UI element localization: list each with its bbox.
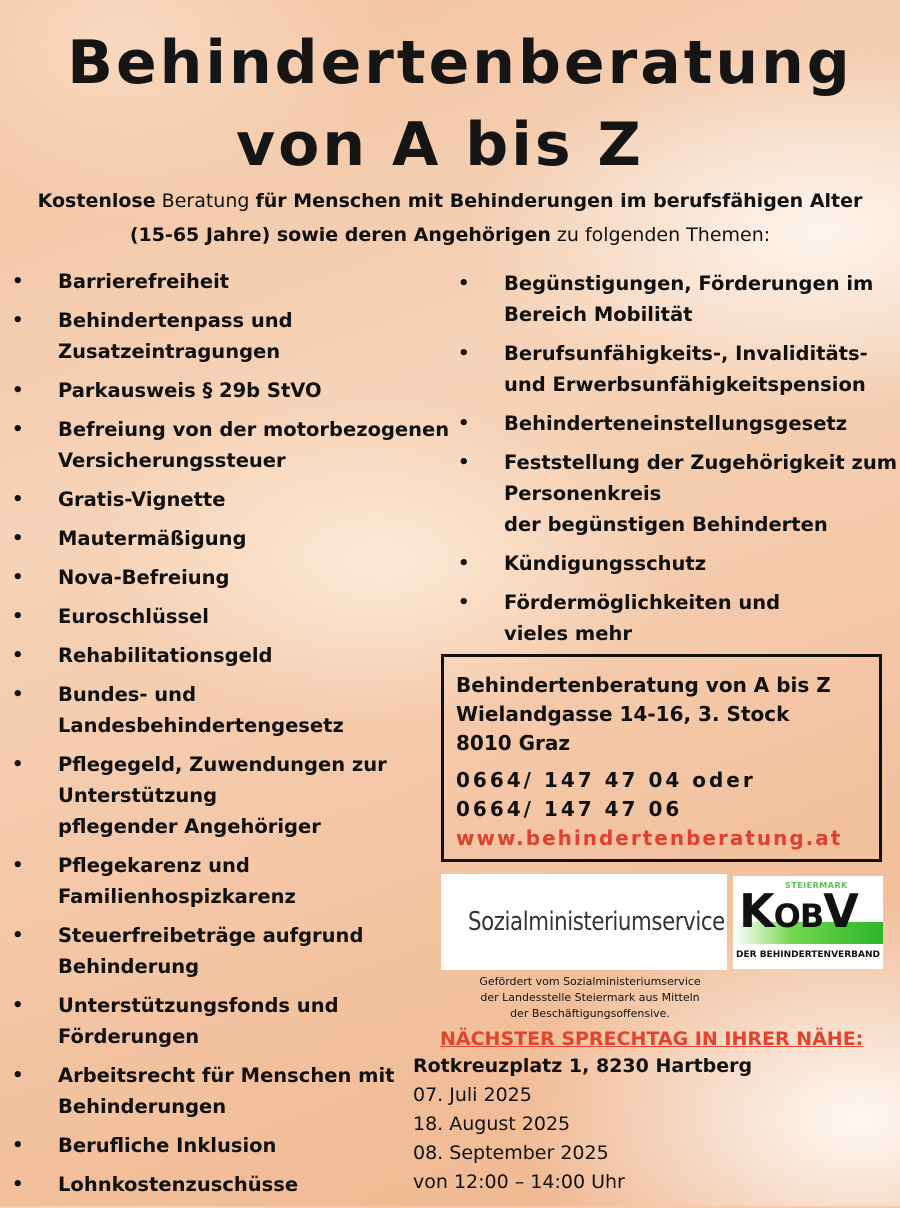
funding-line-1: Gefördert vom Sozialministeriumservice bbox=[479, 975, 701, 988]
topic-item-text: Zusatzeintragungen bbox=[58, 340, 281, 363]
consultation-place: Rotkreuzplatz 1, 8230 Hartberg bbox=[413, 1055, 753, 1077]
topic-item-text: Behinderteneinstellungsgesetz bbox=[504, 412, 848, 435]
bullet-icon: • bbox=[12, 1065, 24, 1086]
topic-item bbox=[12, 749, 452, 842]
topic-item-text: pflegender Angehöriger bbox=[58, 815, 321, 838]
topic-item-text: Barrierefreiheit bbox=[58, 270, 230, 293]
topic-item-text: Rehabilitationsgeld bbox=[58, 644, 273, 667]
topic-item bbox=[12, 523, 452, 554]
topic-item bbox=[458, 587, 898, 649]
topic-item bbox=[12, 414, 452, 476]
intro-target: für Menschen mit Behinderungen im berufsfähigen Alter bbox=[255, 190, 863, 212]
topic-item-text: Familienhospizkarenz bbox=[58, 885, 296, 908]
contact-street: Wielandgasse 14-16, 3. Stock bbox=[456, 702, 790, 726]
topic-item bbox=[12, 375, 452, 406]
consultation-date-1: 07. Juli 2025 bbox=[413, 1084, 532, 1106]
topic-item bbox=[12, 850, 452, 912]
bullet-icon: • bbox=[12, 1135, 24, 1156]
topic-item-text: Unterstützungsfonds und bbox=[58, 994, 339, 1017]
topic-item-text: Behindertenpass und bbox=[58, 309, 293, 332]
topic-item bbox=[12, 920, 452, 982]
bullet-icon: • bbox=[12, 489, 24, 510]
topic-list-left bbox=[12, 266, 452, 1208]
bullet-icon: • bbox=[12, 925, 24, 946]
sms-logo-text: Sozialministeriumservice bbox=[468, 907, 725, 937]
funding-line-2: der Landesstelle Steiermark aus Mitteln bbox=[480, 991, 700, 1004]
topic-item bbox=[12, 640, 452, 671]
bullet-icon: • bbox=[12, 754, 24, 775]
bullet-icon: • bbox=[12, 684, 24, 705]
topic-item-text: Behinderung bbox=[58, 955, 200, 978]
topic-item-text: Begünstigungen, Förderungen im bbox=[504, 272, 874, 295]
kobv-letter-v: V bbox=[823, 884, 858, 938]
topic-item-text: Unterstützung bbox=[58, 784, 218, 807]
topic-item bbox=[458, 408, 898, 439]
topic-item bbox=[12, 990, 452, 1052]
bullet-icon: • bbox=[458, 273, 470, 294]
kobv-letter-b: B bbox=[799, 897, 824, 935]
topic-item bbox=[12, 601, 452, 632]
consultation-time: von 12:00 – 14:00 Uhr bbox=[413, 1171, 625, 1193]
topic-item bbox=[12, 484, 452, 515]
topic-item-text: Feststellung der Zugehörigkeit zum bbox=[504, 451, 898, 474]
bullet-icon: • bbox=[12, 1174, 24, 1195]
topic-item-text: Gratis-Vignette bbox=[58, 488, 226, 511]
bullet-icon: • bbox=[458, 592, 470, 613]
topic-item bbox=[12, 305, 452, 367]
bullet-icon: • bbox=[12, 528, 24, 549]
bullet-icon: • bbox=[458, 452, 470, 473]
contact-website-link[interactable]: www.behindertenberatung.at bbox=[456, 826, 843, 850]
bullet-icon: • bbox=[12, 380, 24, 401]
bullet-icon: • bbox=[12, 419, 24, 440]
page-title-line1: Behindertenberatung bbox=[67, 28, 853, 98]
contact-name: Behindertenberatung von A bis Z bbox=[456, 673, 831, 697]
kobv-letter-o: O bbox=[773, 897, 800, 935]
contact-phone-1[interactable]: 0664/ 147 47 04 oder bbox=[456, 768, 756, 792]
topic-item-text: Bundes- und bbox=[58, 683, 197, 706]
consultation-schedule bbox=[413, 1052, 752, 1197]
consultation-date-2: 18. August 2025 bbox=[413, 1113, 571, 1135]
topic-item bbox=[458, 268, 898, 330]
sozialministeriumservice-logo bbox=[441, 874, 727, 970]
topic-item-text: Pflegegeld, Zuwendungen zur bbox=[58, 753, 387, 776]
kobv-wordmark bbox=[739, 884, 858, 938]
topic-item-text: Berufliche Inklusion bbox=[58, 1134, 277, 1157]
topic-item-text: der begünstigen Behinderten bbox=[504, 513, 828, 536]
topic-item-text: Kündigungsschutz bbox=[504, 552, 707, 575]
bullet-icon: • bbox=[458, 343, 470, 364]
bullet-icon: • bbox=[458, 413, 470, 434]
topic-item bbox=[458, 548, 898, 579]
topic-item-text: Behinderungen bbox=[58, 1095, 227, 1118]
intro-consult: Beratung bbox=[155, 190, 256, 212]
contact-phone-2[interactable]: 0664/ 147 47 06 bbox=[456, 797, 683, 821]
topic-item-text: und Erwerbsunfähigkeitspension bbox=[504, 373, 866, 396]
topic-item-text: Förderungen bbox=[58, 1025, 200, 1048]
intro-text bbox=[0, 184, 900, 252]
bullet-icon: • bbox=[12, 567, 24, 588]
topic-item bbox=[12, 562, 452, 593]
next-consultation-heading: NÄCHSTER SPRECHTAG IN IHRER NÄHE: bbox=[440, 1028, 864, 1050]
bullet-icon: • bbox=[12, 271, 24, 292]
topic-item bbox=[12, 679, 452, 741]
bullet-icon: • bbox=[12, 310, 24, 331]
kobv-logo bbox=[733, 876, 883, 969]
intro-age: (15-65 Jahre) sowie deren Angehörigen bbox=[129, 224, 551, 246]
bullet-icon: • bbox=[458, 553, 470, 574]
topic-item bbox=[12, 266, 452, 297]
topic-item-text: Parkausweis § 29b StVO bbox=[58, 379, 322, 402]
kobv-region: STEIERMARK bbox=[785, 881, 848, 890]
intro-free: Kostenlose bbox=[37, 190, 156, 212]
topic-item-text: Landesbehindertengesetz bbox=[58, 714, 344, 737]
topic-item bbox=[12, 1130, 452, 1161]
page-title-line2: von A bis Z bbox=[236, 110, 644, 180]
topic-item-text: Personenkreis bbox=[504, 482, 662, 505]
funding-line-3: der Beschäftigungsoffensive. bbox=[510, 1007, 670, 1020]
bullet-icon: • bbox=[12, 995, 24, 1016]
topic-item-text: Bereich Mobilität bbox=[504, 303, 693, 326]
bullet-icon: • bbox=[12, 645, 24, 666]
kobv-letter-k: K bbox=[739, 884, 774, 938]
topic-item-text: Steuerfreibeträge aufgrund bbox=[58, 924, 364, 947]
topic-item-text: Versicherungssteuer bbox=[58, 449, 286, 472]
topic-item bbox=[458, 447, 898, 540]
topic-list-right bbox=[458, 268, 898, 657]
consultation-date-3: 08. September 2025 bbox=[413, 1142, 609, 1164]
kobv-subtitle: DER BEHINDERTENVERBAND bbox=[736, 950, 880, 960]
topic-item bbox=[12, 1060, 452, 1122]
topic-item-text: Euroschlüssel bbox=[58, 605, 209, 628]
bullet-icon: • bbox=[12, 855, 24, 876]
topic-item-text: Mautermäßigung bbox=[58, 527, 247, 550]
topic-item-text: Lohnkostenzuschüsse bbox=[58, 1173, 299, 1196]
intro-topics: zu folgenden Themen: bbox=[550, 224, 771, 246]
topic-item-text: Fördermöglichkeiten und bbox=[504, 591, 781, 614]
topic-item-text: Nova-Befreiung bbox=[58, 566, 230, 589]
topic-item bbox=[12, 1169, 452, 1200]
topic-item bbox=[458, 338, 898, 400]
topic-item-text: Berufsunfähigkeits-, Invaliditäts- bbox=[504, 342, 868, 365]
contact-box bbox=[441, 654, 882, 862]
topic-item-text: vieles mehr bbox=[504, 622, 632, 645]
contact-city: 8010 Graz bbox=[456, 731, 571, 755]
topic-item-text: Befreiung von der motorbezogenen bbox=[58, 418, 450, 441]
bullet-icon: • bbox=[12, 606, 24, 627]
topic-item-text: Pflegekarenz und bbox=[58, 854, 250, 877]
topic-item-text: Arbeitsrecht für Menschen mit bbox=[58, 1064, 395, 1087]
funding-note bbox=[440, 974, 740, 1022]
